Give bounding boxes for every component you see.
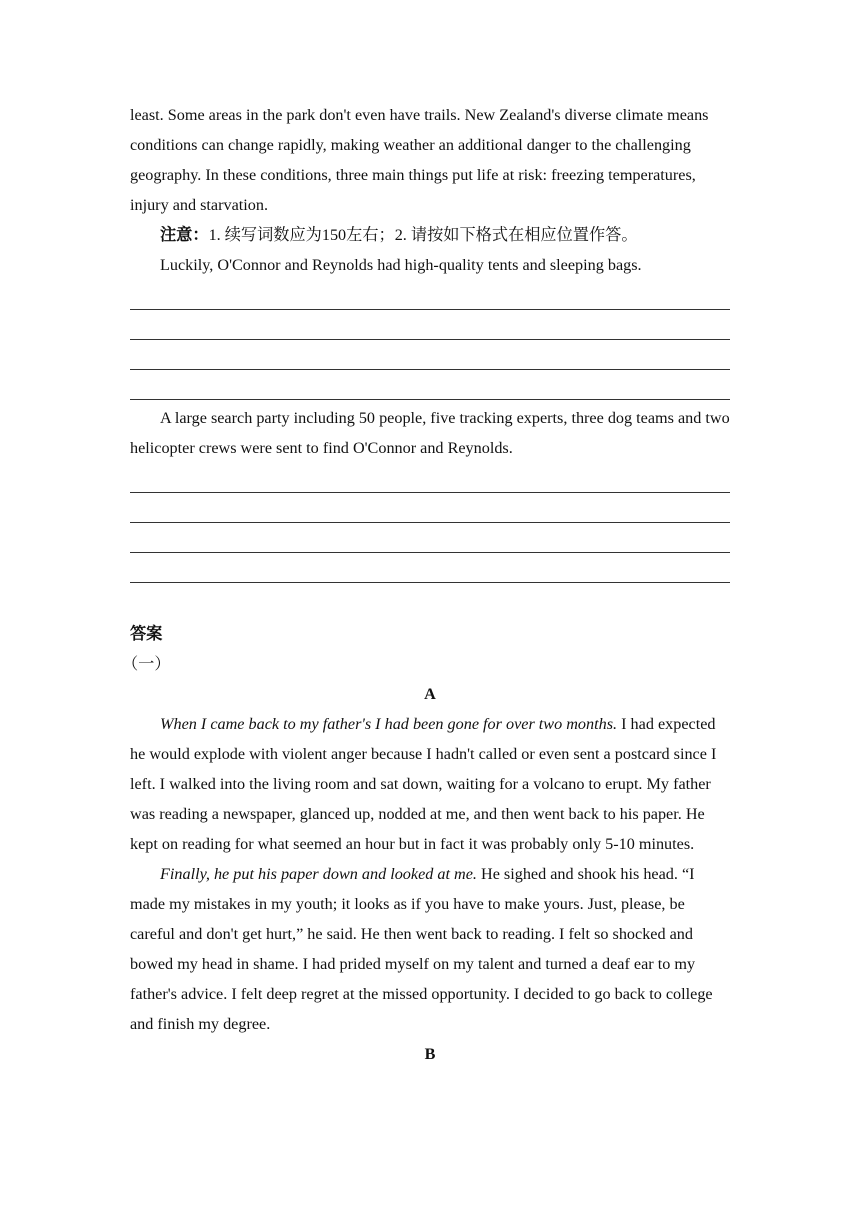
answer-title: 答案 (130, 625, 163, 643)
writing-line[interactable] (130, 553, 730, 583)
part-a-label: A (424, 685, 436, 703)
document-content (122, 100, 730, 1069)
paragraph-2-start: A large search party including 50 people, five tracking experts, three dog teams and two helicopter crews were sent to find O'Connor and Reynolds. (130, 409, 730, 457)
spacer (130, 583, 730, 619)
answer-a-paragraph-2 (130, 859, 730, 1039)
note-label: 注意： (160, 226, 209, 244)
answer-section: （一） (122, 655, 171, 673)
part-b-label: B (424, 1045, 436, 1063)
answer-a-p1-rest: I had expected he would explode with violent anger because I hadn't called or even sent a postcard since I left. I walked into the living room and sat down, waiting for a volcano to erupt. My father was reading a newspaper, glanced up, nodded at me, and then went back to his paper. He kept on reading for what seemed an hour but in fact it was probably only 5-10 minutes. (130, 715, 717, 853)
writing-line[interactable] (130, 370, 730, 400)
prompt-paragraph: least. Some areas in the park don't even have trails. New Zealand's diverse climate means conditions can change rapidly, making weather an additional danger to the challenging geography. In these conditions, three main things put life at risk: freezing temperatures, injury and starvation. (130, 106, 709, 214)
writing-line[interactable] (130, 523, 730, 553)
writing-lines-2 (130, 463, 730, 583)
writing-line[interactable] (130, 493, 730, 523)
answer-a-p2-rest: He sighed and shook his head. “I made my mistakes in my youth; it looks as if you have to make yours. Just, please, be careful and don't get hurt,” he said. He then went back to reading. I felt so shocked and bowed my head in shame. I had prided myself on my talent and turned a deaf ear to my father's advice. I felt deep regret at the missed opportunity. I decided to go back to college and finish my degree. (130, 865, 713, 1033)
writing-line[interactable] (130, 310, 730, 340)
answer-a-p1-lead: When I came back to my father's I had been gone for over two months. (160, 715, 618, 733)
note-text: 1. 续写词数应为150左右；2. 请按如下格式在相应位置作答。 (208, 226, 638, 244)
writing-line[interactable] (130, 340, 730, 370)
answer-a-p2-lead: Finally, he put his paper down and looked at me. (160, 865, 477, 883)
answer-a-paragraph-1 (130, 709, 730, 859)
note-line (130, 220, 730, 250)
writing-line[interactable] (130, 280, 730, 310)
writing-line[interactable] (130, 463, 730, 493)
writing-lines-1 (130, 280, 730, 400)
paragraph-1-start: Luckily, O'Connor and Reynolds had high-quality tents and sleeping bags. (160, 256, 642, 274)
